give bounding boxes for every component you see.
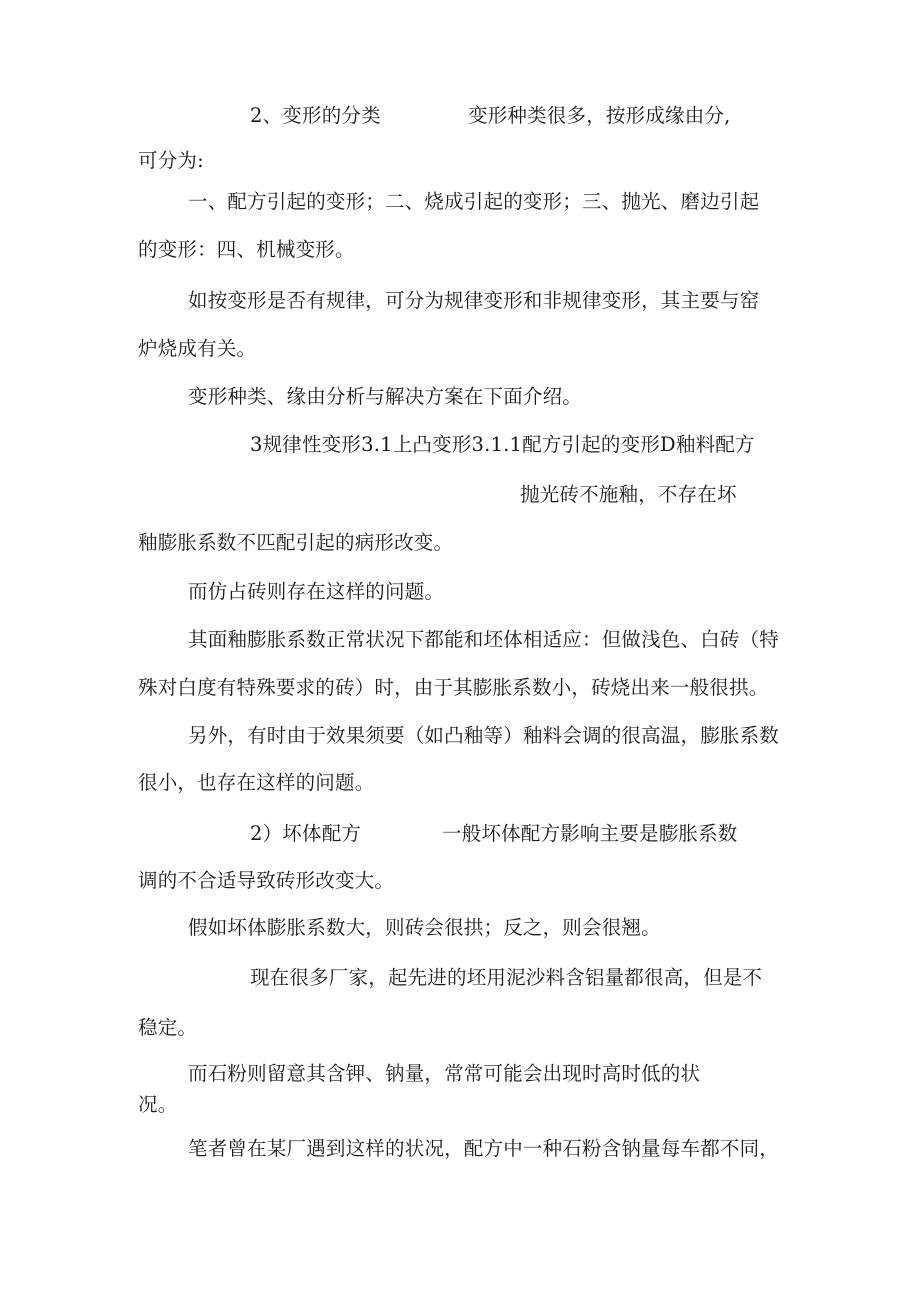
text-line: 抛光砖不施釉，不存在坏 <box>520 483 737 506</box>
text-line: 假如坏体膨胀系数大，则砖会很拱；反之，则会很翘。 <box>188 916 661 939</box>
section-heading-body-formula: 2）坏体配方 <box>250 822 362 845</box>
text-line: 的变形：四、机械变形。 <box>138 238 355 261</box>
text-line: 可分为: <box>138 149 204 172</box>
text-line: 笔者曾在某厂遇到这样的状况，配方中一种石粉含钠量每车都不同， <box>188 1137 780 1160</box>
text-line: 另外，有时由于效果须要（如凸釉等）釉料会调的很高温，膨胀系数 <box>188 724 780 747</box>
text-line: 变形种类、缘由分析与解决方案在下面介绍。 <box>188 385 583 408</box>
text-line: 殊对白度有特殊要求的砖）时，由于其膨胀系数小，砖烧出来一般很拱。 <box>138 676 769 699</box>
text-line: 很小，也存在这样的问题。 <box>138 771 375 794</box>
text-line: 现在很多厂家，起先进的坯用泥沙料含铝量都很高，但是不 <box>250 966 763 989</box>
text-line: 一般坏体配方影响主要是膨胀系数 <box>442 822 738 845</box>
text-line: 变形种类很多，按形成缘由分, <box>468 104 731 127</box>
text-line: 调的不合适导致砖形改变大。 <box>138 869 395 892</box>
text-line: 况。 <box>138 1093 178 1116</box>
section-heading-regular-deformation: 3规律性变形3.1上凸变形3.1.1配方引起的变形D釉料配方 <box>250 433 755 456</box>
text-line: 釉膨胀系数不匹配引起的病形改变。 <box>138 531 454 554</box>
text-line: 一、配方引起的变形；二、烧成引起的变形；三、抛光、磨边引起 <box>188 190 760 213</box>
text-line: 而仿占砖则存在这样的问题。 <box>188 580 445 603</box>
text-line: 如按变形是否有规律，可分为规律变形和非规律变形，其主要与窑 <box>188 289 760 312</box>
section-heading-deformation-classification: 2、变形的分类 <box>250 104 381 127</box>
text-line: 炉烧成有关。 <box>138 337 257 360</box>
text-line: 稳定。 <box>138 1016 198 1039</box>
text-line: 其面釉膨胀系数正常状况下都能和坯体相适应：但做浅色、白砖（特 <box>188 628 780 651</box>
text-line: 而石粉则留意其含钾、钠量，常常可能会出现时高时低的状 <box>188 1062 701 1085</box>
